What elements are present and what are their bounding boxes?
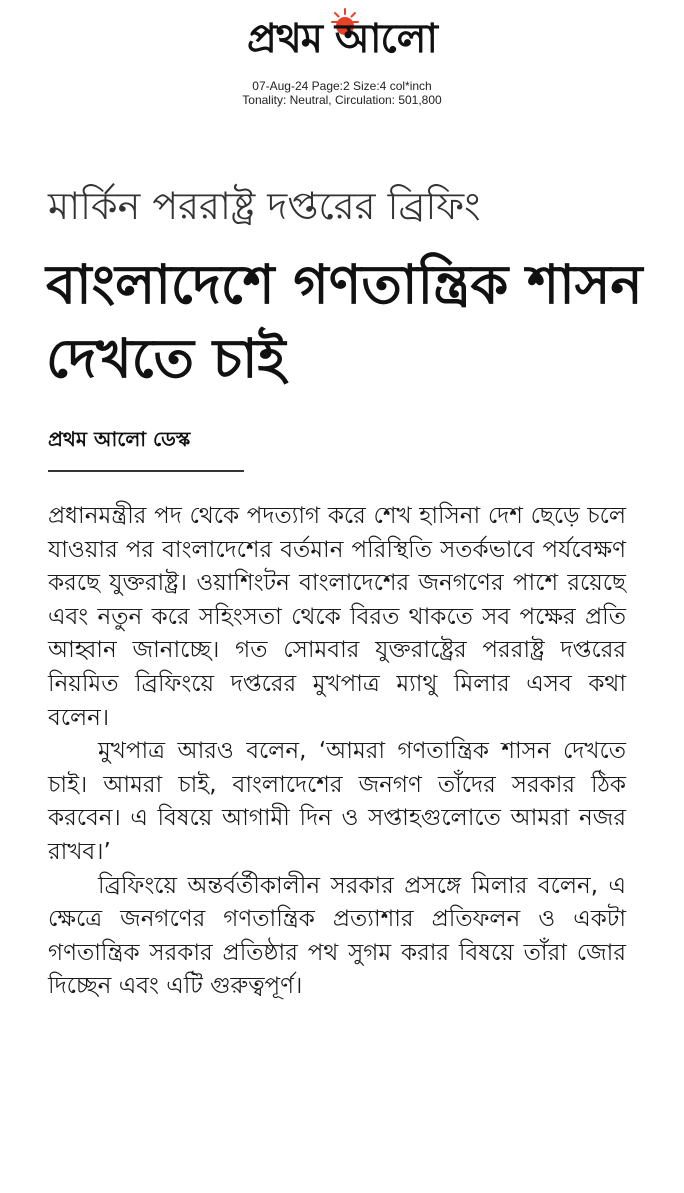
- article-byline: প্রথম আলো ডেস্ক: [48, 427, 191, 451]
- clipping-meta-tonality: Tonality: Neutral, Circulation: 501,800: [242, 93, 442, 107]
- article-paragraph: প্রধানমন্ত্রীর পদ থেকে পদত্যাগ করে শেখ হাসিনা দেশ ছেড়ে চলে যাওয়ার পর বাংলাদেশের বর্তমান পরিস্থিতি সতর্কভাবে পর্যবেক্ষণ করছে যুক্তরাষ্ট্র। ওয়াশিংটন বাংলাদেশের জনগণের পাশে রয়েছে এবং নতুন করে সহিংসতা থেকে বিরত থাকতে সব পক্ষের প্রতি আহ্বান জানাচ্ছে। গত সোমবার যুক্তরাষ্ট্রের পররাষ্ট্র দপ্তরের নিয়মিত ব্রিফিংয়ে দপ্তরের মুখপাত্র ম্যাথু মিলার এসব কথা বলেন।: [48, 503, 626, 731]
- article-body: [48, 500, 626, 1004]
- article-headline: বাংলাদেশে গণতান্ত্রিক শাসন দেখতে চাই: [46, 253, 643, 390]
- masthead: [0, 0, 684, 112]
- article-kicker: মার্কিন পররাষ্ট্র দপ্তরের ব্রিফিং: [48, 184, 481, 228]
- byline-divider: [48, 470, 244, 472]
- article-paragraph: মুখপাত্র আরও বলেন, ‘আমরা গণতান্ত্রিক শাসন দেখতে চাই। আমরা চাই, বাংলাদেশের জনগণ তাঁদের সরকার ঠিক করবেন। এ বিষয়ে আগামী দিন ও সপ্তাহগুলোতে আমরা নজর রাখব।’: [48, 738, 626, 865]
- clipping-meta-date: 07-Aug-24 Page:2 Size:4 col*inch: [252, 79, 432, 93]
- newspaper-logo: প্রথম আলো: [246, 16, 438, 62]
- article-paragraph: ব্রিফিংয়ে অন্তর্বর্তীকালীন সরকার প্রসঙ্গে মিলার বলেন, এ ক্ষেত্রে জনগণের গণতান্ত্রিক প্রত্যাশার প্রতিফলন ও একটা গণতান্ত্রিক সরকার প্রতিষ্ঠার পথ সুগম করার বিষয়ে তাঁরা জোর দিচ্ছেন এবং এটি গুরুত্বপূর্ণ।: [48, 872, 626, 1000]
